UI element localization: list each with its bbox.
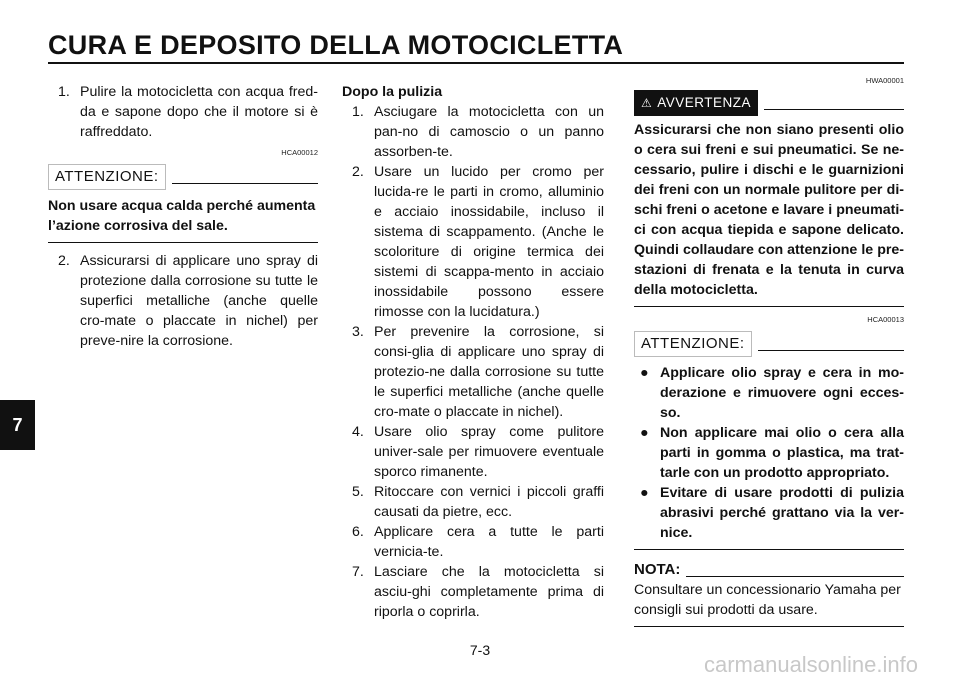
caution-text: Non usare acqua calda perché aumenta l’azione corrosiva del sale. <box>48 198 316 234</box>
list-item <box>352 102 604 162</box>
bullet-text: Applicare olio spray e cera in mo-derazione e rimuovere ogni ecces-so. <box>660 365 904 421</box>
watermark: carmanualsonline.info <box>703 652 918 677</box>
caution-end-rule <box>48 242 318 243</box>
item-number: 4. <box>352 424 364 440</box>
item-number: 2. <box>58 253 70 269</box>
note-end-rule <box>634 626 904 627</box>
column-middle <box>342 82 604 622</box>
item-text: Pulire la motocicletta con acqua fred-da e sapone dopo che il motore si è raffreddato. <box>80 84 318 140</box>
bullet-item <box>640 423 904 483</box>
item-text: Usare olio spray come pulitore univer-sale per rimuovere eventuale sporco rimanente. <box>374 424 604 480</box>
caution-label: ATTENZIONE: <box>634 331 752 357</box>
warning-header <box>634 90 904 116</box>
chapter-tab: 7 <box>0 400 35 450</box>
caution-label: ATTENZIONE: <box>48 164 166 190</box>
item-text: Applicare cera a tutte le parti vernicia-te. <box>374 524 604 560</box>
list-item <box>58 82 318 142</box>
bullet-item <box>640 483 904 543</box>
warning-label: AVVERTENZA <box>657 95 752 110</box>
list-item <box>352 482 604 522</box>
title-rule <box>48 62 904 64</box>
page-number: 7-3 <box>469 642 491 658</box>
item-number: 1. <box>352 104 364 120</box>
item-number: 7. <box>352 564 364 580</box>
note-label: NOTA: <box>634 561 681 578</box>
item-text: Assicurarsi di applicare uno spray di protezione dalla corrosione su tutte le superfici metalliche (anche quelle cro-mate o placcate in nichel) per preve-nire la corrosione. <box>80 253 318 349</box>
warning-triangle-icon: ⚠ <box>641 96 653 110</box>
item-text: Lasciare che la motocicletta si asciu-ghi completamente prima di riporla o coprirla. <box>374 564 604 620</box>
column-right <box>634 76 904 635</box>
caution-header <box>634 331 904 357</box>
item-number: 3. <box>352 324 364 340</box>
item-number: 6. <box>352 524 364 540</box>
caution-header <box>48 164 318 190</box>
item-number: 5. <box>352 484 364 500</box>
section-heading: Dopo la pulizia <box>342 84 443 100</box>
warning-end-rule <box>634 306 904 307</box>
item-text: Ritoccare con vernici i piccoli graffi causati da pietre, ecc. <box>374 484 604 520</box>
warning-text: Assicurarsi che non siano presenti olio o cera sui freni e sui pneumatici. Se ne-cessario, pulire i dischi e le guarnizioni dei freni con un normale pulitore per di-schi freni o acetone e lavare i pneumati-ci con acqua tiepida e sapone delicato. Quindi collaudare con attenzione le pre-stazioni di frenata e la tenuta in curva della motocicletta. <box>634 122 904 298</box>
item-number: 1. <box>58 84 70 100</box>
page-title: CURA E DEPOSITO DELLA MOTOCICLETTA <box>48 30 624 60</box>
caution-code: HCA00013 <box>867 315 904 324</box>
list-item <box>352 322 604 422</box>
bullet-dot-icon: ● <box>640 425 649 441</box>
list-item <box>352 562 604 622</box>
warning-code: HWA00001 <box>865 76 904 85</box>
column-left <box>48 82 318 351</box>
list-item <box>352 162 604 322</box>
item-number: 2. <box>352 164 364 180</box>
caution-line <box>758 350 904 351</box>
item-text: Per prevenire la corrosione, si consi-glia di applicare uno spray di protezio-ne dalla corrosione su tutte le superfici metalliche (anche quelle cro-mate o placcate in nichel). <box>374 324 604 420</box>
bullet-text: Evitare di usare prodotti di pulizia abrasivi perché grattano via la ver-nice. <box>660 485 904 541</box>
bullet-item <box>640 363 904 423</box>
note-text: Consultare un concessionario Yamaha per consigli sui prodotti da usare. <box>634 582 901 618</box>
caution-line <box>172 183 318 184</box>
warning-line <box>764 109 904 110</box>
note-header <box>634 560 904 580</box>
note-line <box>686 576 904 577</box>
caution-code: HCA00012 <box>281 148 318 157</box>
bullet-dot-icon: ● <box>640 365 649 381</box>
item-text: Usare un lucido per cromo per lucida-re le parti in cromo, alluminio e acciaio inossidabile, incluso il sistema di scappamento. (Anche le scoloriture di origine termica dei sistemi di scappa-mento in acciaio inossidabile possono essere rimosse con la lucidatura.) <box>374 164 604 320</box>
list-item <box>352 422 604 482</box>
warning-label-box <box>634 90 758 116</box>
caution-end-rule <box>634 549 904 550</box>
caution-bullets <box>634 363 904 543</box>
bullet-dot-icon: ● <box>640 485 649 501</box>
list-item <box>58 251 318 351</box>
list-item <box>352 522 604 562</box>
bullet-text: Non applicare mai olio o cera alla parti in gomma o plastica, ma trat-tarle con un prodotto appropriato. <box>660 425 904 481</box>
item-text: Asciugare la motocicletta con un pan-no di camoscio o un panno assorben-te. <box>374 104 604 160</box>
